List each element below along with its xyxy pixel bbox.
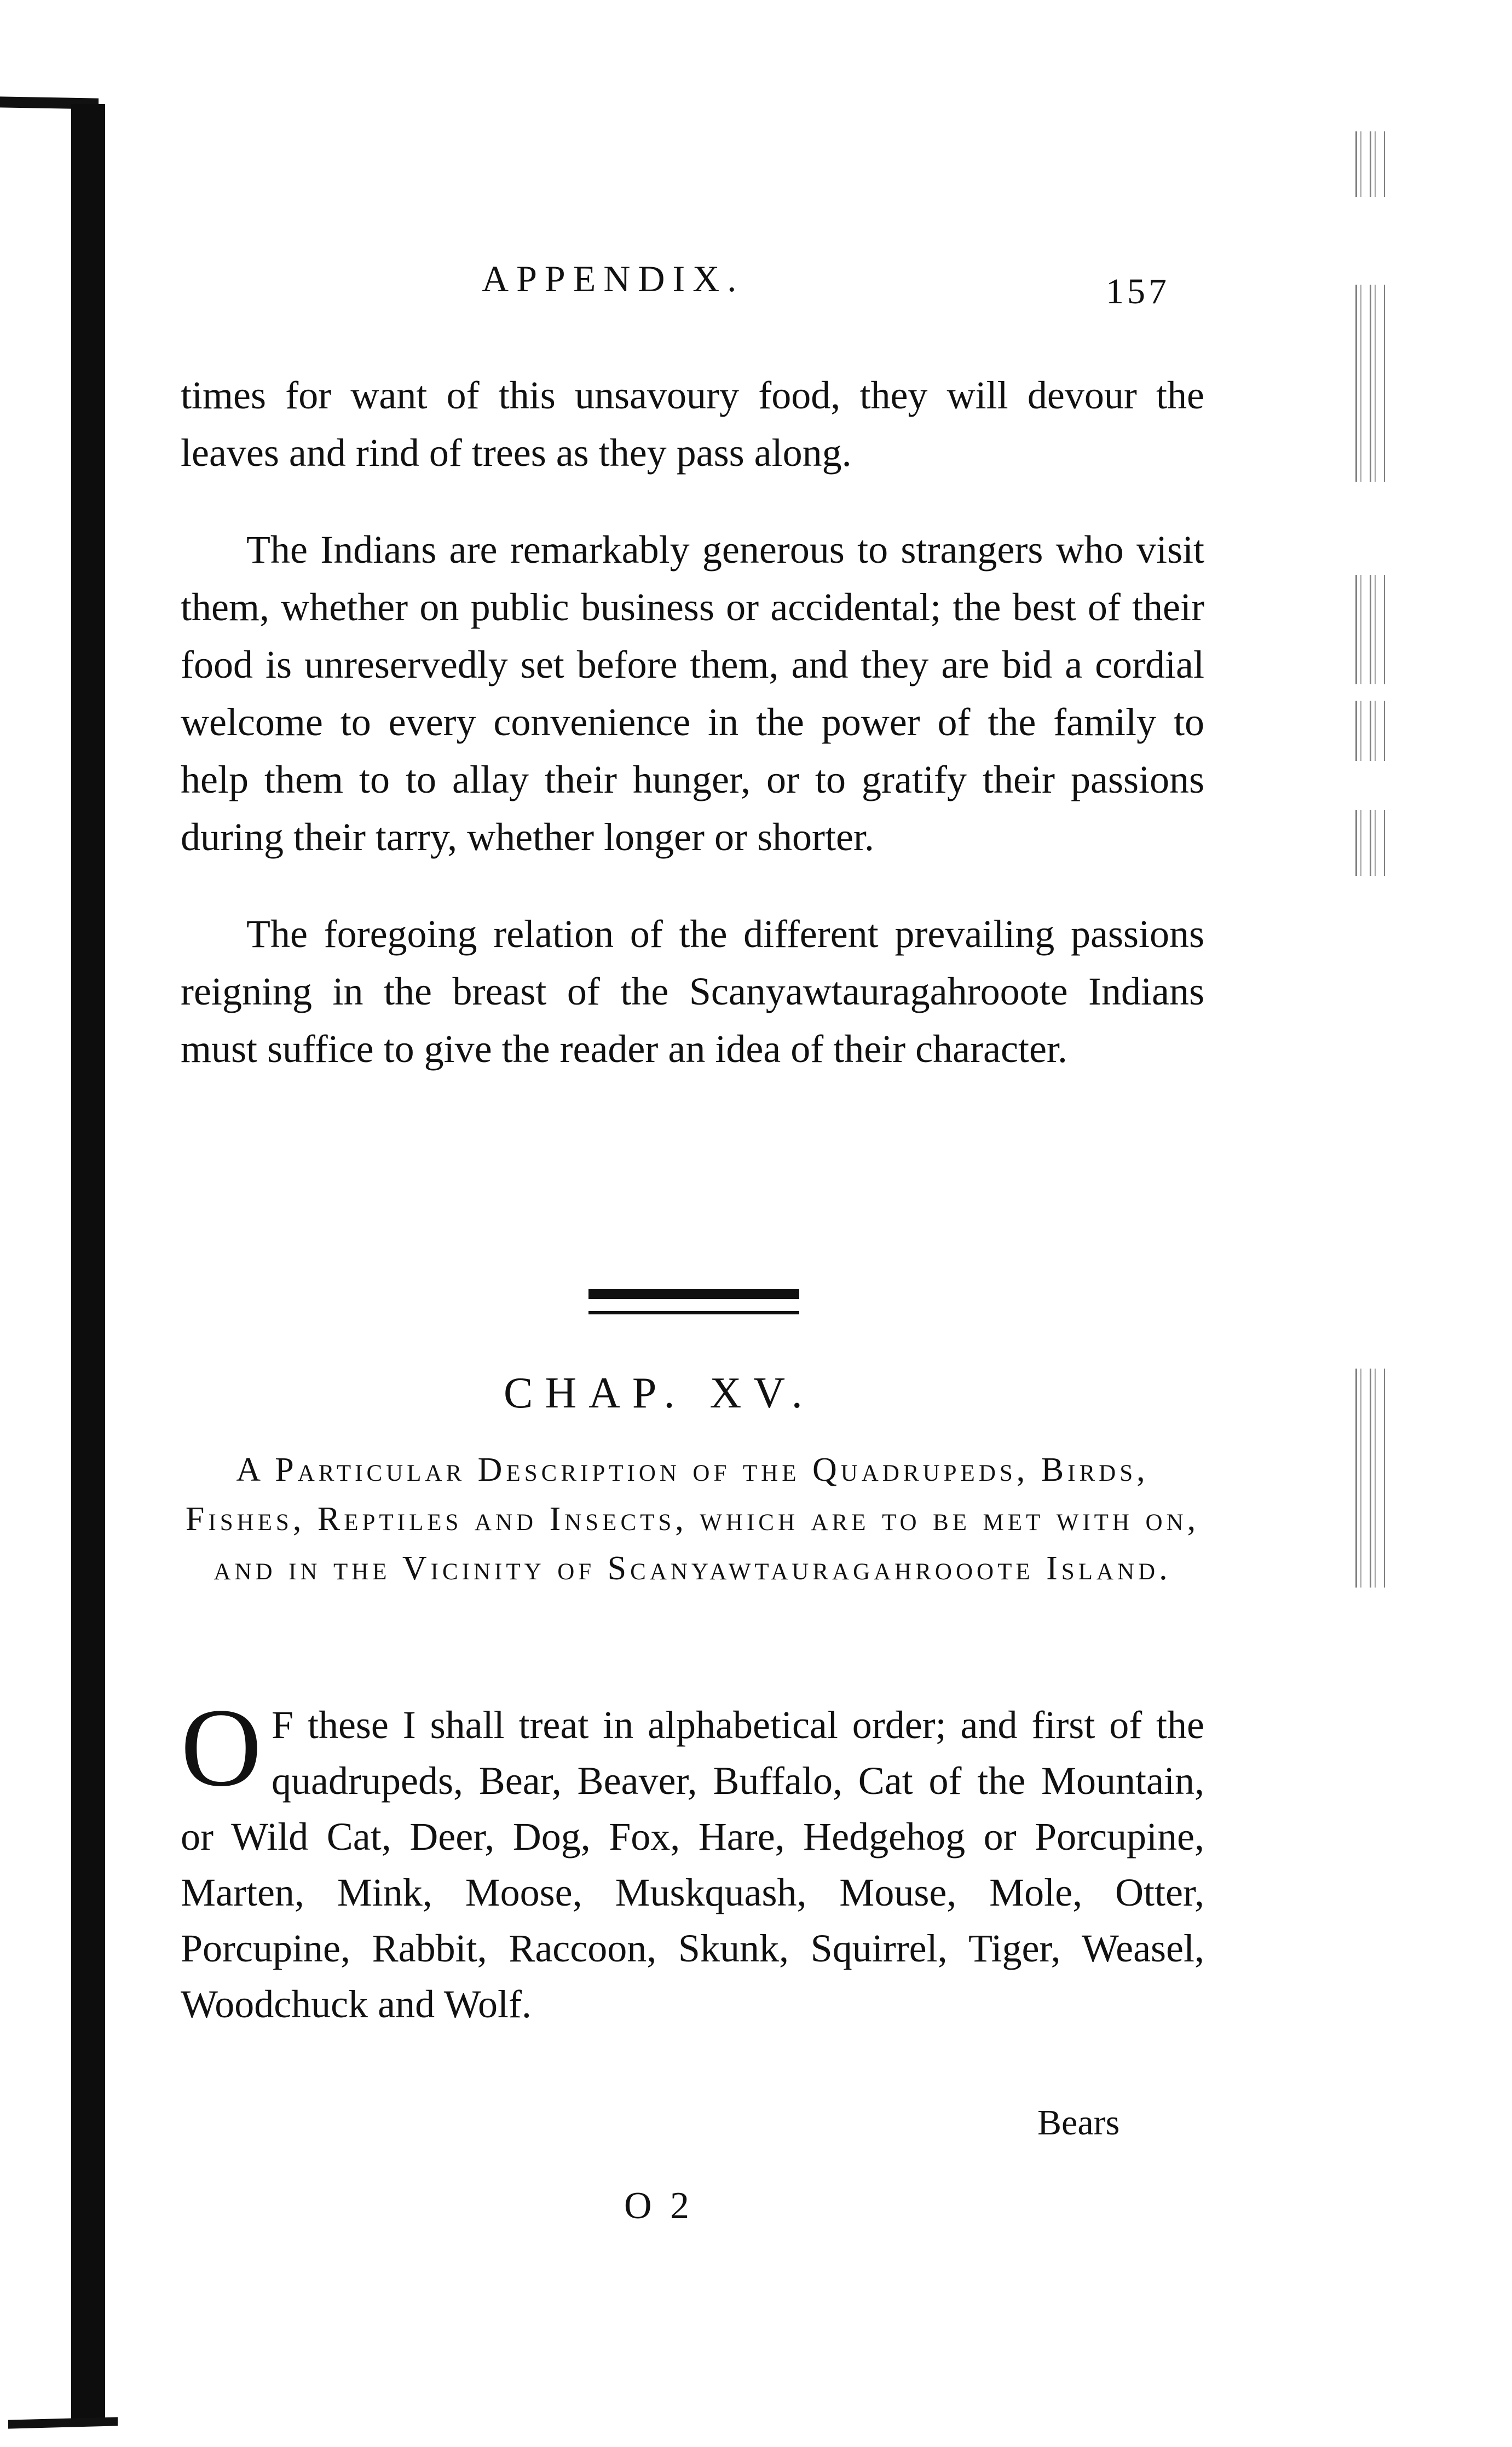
chapter-subtitle: A Particular Description of the Quadrupeds, Birds, Fishes, Reptiles and Insects, which are to be met with on, and in the Vicinity of Scanyawtauragahrooote Island.: [185, 1451, 1200, 1587]
page-number: 157: [1106, 272, 1170, 311]
binding-edge: [71, 104, 105, 2425]
running-head: APPENDIX.: [482, 258, 745, 299]
section-rule-thin: [588, 1311, 799, 1314]
opening-text: F these I shall treat in alphabetical order; and first of the quadrupeds, Bear, Beaver, Buffalo, Cat of the Mountain, or Wild Cat, Deer, Dog, Fox, Hare, Hedgehog or Porcupine, Marten, Mink, Moose, Muskquash, Mouse, Mole, Otter, Porcupine, Rabbit, Raccoon, Skunk, Squirrel, Tiger, Weasel, Woodchuck and Wolf.: [181, 1703, 1204, 2026]
bleed-through-mark: [1352, 131, 1385, 197]
paragraph: times for want of this unsavoury food, they will devour the leaves and rind of trees as they pass along.: [181, 373, 1204, 475]
paragraph: The Indians are remarkably generous to strangers who visit them, whether on public business or accidental; the best of their food is unreservedly set before them, and they are bid a cordial welcome to every convenience in the power of the family to help them to to allay their hunger, or to gratify their passions during their tarry, whether longer or shorter.: [181, 528, 1204, 859]
chapter-title: CHAP. XV.: [504, 1369, 815, 1417]
bleed-through-mark: [1352, 575, 1385, 684]
drop-cap: O: [181, 1686, 262, 1810]
binding-edge-foot: [8, 2417, 118, 2428]
section-rule-thick: [588, 1289, 799, 1299]
bleed-through-mark: [1352, 285, 1385, 482]
chapter-opening-paragraph: [181, 1686, 1204, 2032]
signature-mark: O 2: [624, 2185, 694, 2227]
catchword: Bears: [1037, 2103, 1120, 2143]
body-text: [181, 367, 1204, 1117]
bleed-through-mark: [1352, 810, 1385, 876]
bleed-through-mark: [1352, 701, 1385, 761]
paragraph: The foregoing relation of the different prevailing passions reigning in the breast of the Scanyawtauragahrooote Indians must suffice to give the reader an idea of their character.: [181, 912, 1204, 1071]
bleed-through-mark: [1352, 1369, 1385, 1588]
